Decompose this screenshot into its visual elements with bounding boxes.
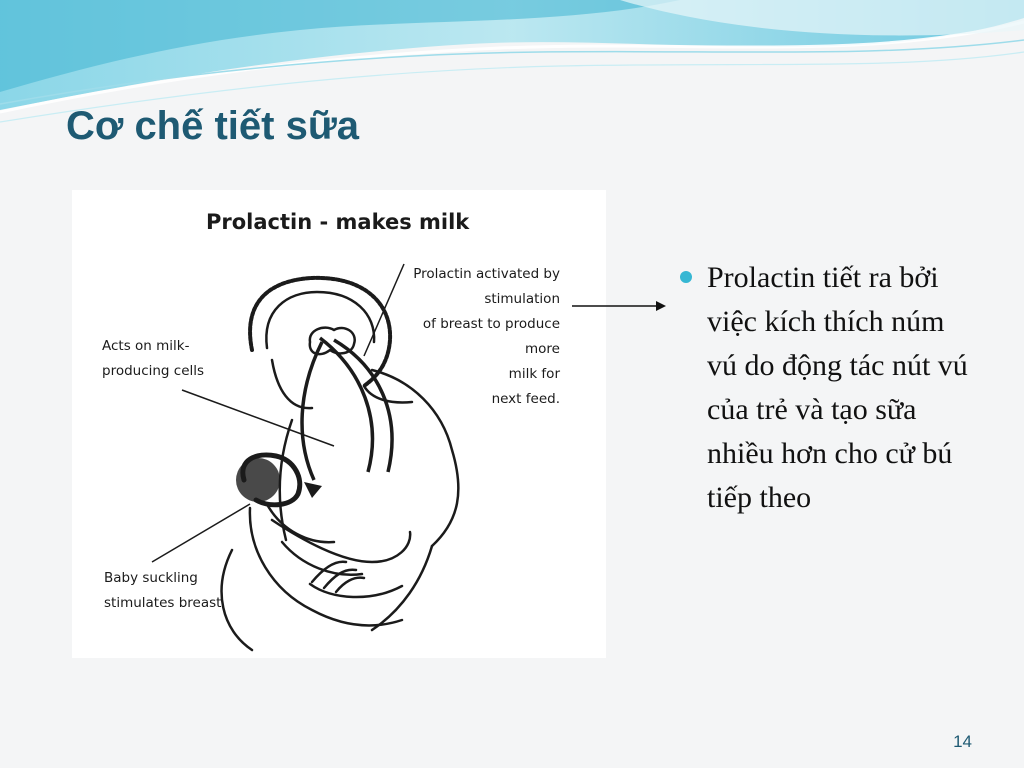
label-line: next feed. bbox=[491, 391, 560, 407]
label-line: Baby suckling bbox=[104, 570, 198, 586]
label-line: stimulation bbox=[484, 291, 560, 307]
label-acts-on-cells bbox=[102, 334, 204, 384]
label-line: Acts on milk- bbox=[102, 338, 190, 354]
page-number: 14 bbox=[953, 732, 972, 751]
label-baby-suckling bbox=[104, 566, 221, 616]
bullet-text: Prolactin tiết ra bởi việc kích thích núm vú do động tác nút vú của trẻ và tạo sữa nhiều hơn cho cử bú tiếp theo bbox=[707, 261, 968, 514]
label-prolactin-activated bbox=[413, 262, 560, 412]
label-line: producing cells bbox=[102, 363, 205, 379]
label-line: milk for bbox=[508, 366, 560, 382]
slide-title: Cơ chế tiết sữa bbox=[66, 104, 360, 148]
label-line: stimulates breast bbox=[104, 595, 222, 611]
bullet-list bbox=[680, 256, 980, 520]
arrow-right-icon bbox=[570, 298, 670, 314]
bullet-dot-icon bbox=[680, 271, 692, 283]
figure-title: Prolactin - makes milk bbox=[206, 210, 470, 234]
label-line: of breast to produce bbox=[422, 316, 560, 332]
lactation-illustration bbox=[72, 190, 606, 658]
label-line: more bbox=[525, 341, 560, 357]
label-line: Prolactin activated by bbox=[413, 266, 560, 282]
